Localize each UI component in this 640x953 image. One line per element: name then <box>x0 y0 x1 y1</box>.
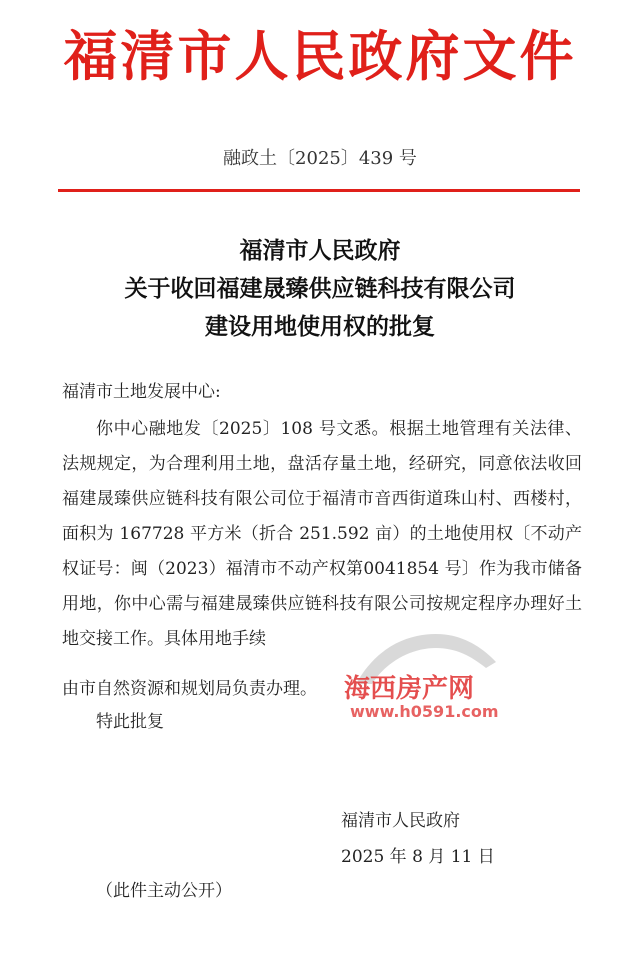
body-paragraph-tail: 由市自然资源和规划局负责办理。 <box>62 679 317 699</box>
title-line-1: 福清市人民政府 <box>239 237 401 264</box>
disclosure-note: （此件主动公开） <box>96 881 232 901</box>
closing-remark: 特此批复 <box>96 712 164 732</box>
title-line-3: 建设用地使用权的批复 <box>205 313 435 340</box>
watermark-logo <box>336 628 516 728</box>
watermark-url: www.h0591.com <box>350 702 499 721</box>
issue-date: 2025 年 8 月 11 日 <box>341 847 495 867</box>
red-divider <box>58 189 580 192</box>
recipient: 福清市土地发展中心: <box>62 382 221 402</box>
document-title <box>0 232 640 346</box>
body-paragraph: 你中心融地发〔2025〕108 号文悉。根据土地管理有关法律、法规规定，为合理利用土地，盘活存量土地，经研究，同意依法收回福建晟臻供应链科技有限公司位于福清市音西街道珠山村、西楼村，面积为 167728 平方米（折合 251.592 亩）的土地使用权〔不动产权证号：闽（2023）福清市不动产权第0041854 号〕作为我市储备用地，你中心需与福建晟臻供应链科技有限公司按规定程序办理好土地交接工作。具体用地手续 <box>62 419 582 649</box>
document-header-title: 福清市人民政府文件 <box>63 24 577 88</box>
title-line-2: 关于收回福建晟臻供应链科技有限公司 <box>124 275 516 302</box>
issuer-signature: 福清市人民政府 <box>341 811 460 831</box>
document-number: 融政土〔2025〕439 号 <box>223 148 417 169</box>
watermark-name: 海西房产网 <box>344 674 475 704</box>
